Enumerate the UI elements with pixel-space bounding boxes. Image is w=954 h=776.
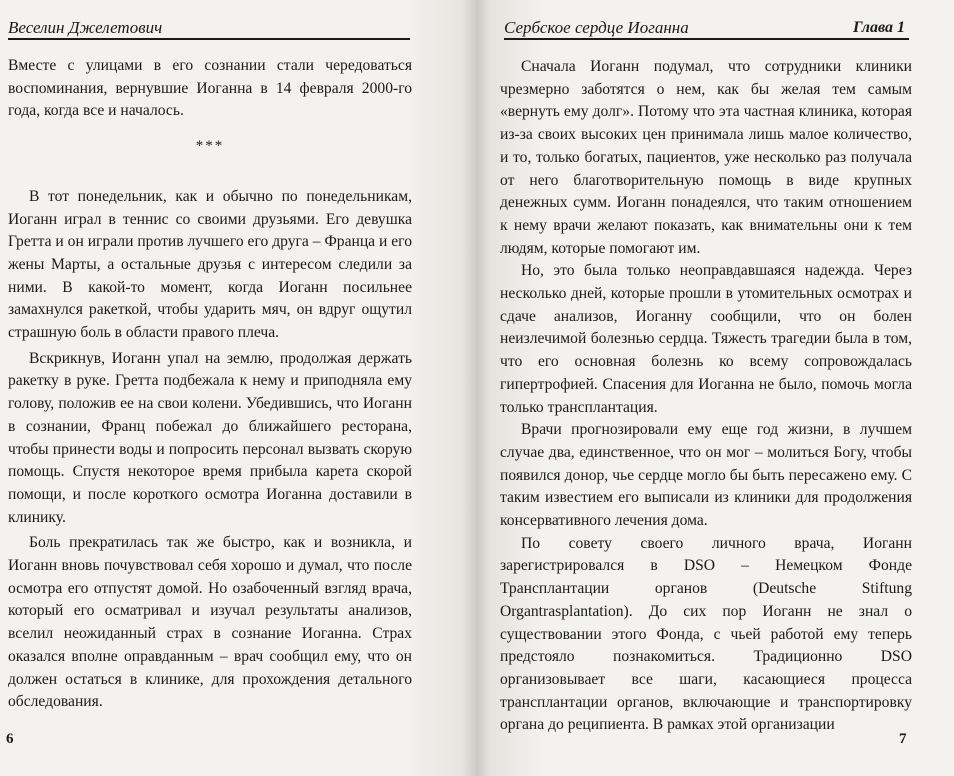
section-break: *** (195, 138, 225, 155)
left-page-text (8, 55, 412, 714)
paragraph: Вскрикнув, Иоганн упал на землю, продолжая держать ракетку в руке. Гретта подбежала к нему и приподняла ему голову, положив ее на свои колени. Убедившись, что Иоганн в сознании, Франц побежал до ближайшего ресторана, чтобы принести воды и попросить персонал вызвать скорую помощь. Спустя некоторое время прибыла карета скорой помощи, и после короткого осмотра Иоганна доставили в клинику. (8, 349, 412, 526)
running-head-title (504, 16, 909, 40)
paragraph: Вместе с улицами в его сознании стали чередоваться воспоминания, вернувшие Иоганна в 14 февраля 2000-го года, когда все и началось. (8, 57, 412, 120)
book-title: Сербское сердце Иоганна (504, 18, 689, 37)
paragraph: Боль прекратилась так же быстро, как и возникла, и Иоганн вновь почувствовал себя хорошо и думал, что после осмотра его отпустят домой. Но озабоченный взгляд врача, который его осматривал и изучал результаты анализов, вселил неожиданный страх в сознание Иоганна. Страх оказался вполне оправданным – врач сообщил ему, что он должен остаться в клинике, для прохождения детального обследования. (8, 534, 412, 711)
author-name: Веселин Джелетович (8, 18, 163, 37)
right-page (476, 0, 954, 776)
paragraph: Но, это была только неоправдавшаяся надежда. Через несколько дней, которые прошли в утомительных осмотрах и сдаче анализов, Иоганну сообщили, что он болен неизлечимой болезнью сердца. Тяжесть трагедии была в том, что его основная болезнь ко всему сопровождалась гипертрофией. Спасения для Иоганна не было, помочь могла только трансплантация. (500, 262, 912, 416)
page-number-left: 6 (6, 731, 14, 747)
right-page-text (500, 56, 912, 737)
paragraph: По совету своего личного врача, Иоганн зарегистрировался в DSO – Немецком Фонде Трансплантации органов (Deutsche Stiftung Organtrasplantation). До сих пор Иоганн не знал о существовании этого Фонда, с чьей работой ему теперь предстояло познакомиться. Традиционно DSO организовывает все шаги, касающиеся процесса трансплантации органов, включающие и транспортировку органа до реципиента. В рамках этой организации (500, 534, 912, 734)
paragraph: В тот понедельник, как и обычно по понедельникам, Иоганн играл в теннис со своими друзьями. Его девушка Гретта и он играли против лучшего его друга – Франца и его жены Марты, а остальные друзья с интересом следили за ними. В какой-то момент, когда Иоганн посильнее замахнулся ракеткой, чтобы ударить мяч, он вдруг ощутил страшную боль в области правого плеча. (8, 187, 412, 342)
left-page (0, 0, 476, 776)
page-number-right: 7 (899, 731, 907, 747)
chapter-label: Глава 1 (852, 19, 905, 36)
paragraph: Врачи прогнозировали ему еще год жизни, в лучшем случае два, единственное, что он мог – молиться Богу, чтобы появился донор, чье сердце могло бы быть пересажено ему. С таким известием его выписали из клиники для продолжения консервативного лечения дома. (500, 421, 912, 530)
running-head-author (8, 16, 410, 40)
paragraph: Сначала Иоганн подумал, что сотрудники клиники чрезмерно заботятся о нем, как бы желая тем самым «вернуть ему долг». Потому что эта частная клиника, которая из-за своих высоких цен принимала лишь малое количество, и то, только богатых, пациентов, уже несколько раз получала от него благотворительную помощь в виде крупных денежных сумм. Иоганн понадеялся, что таким отношением к нему врачи желают показать, как внимательны они к тем людям, которые помогают им. (500, 58, 912, 257)
